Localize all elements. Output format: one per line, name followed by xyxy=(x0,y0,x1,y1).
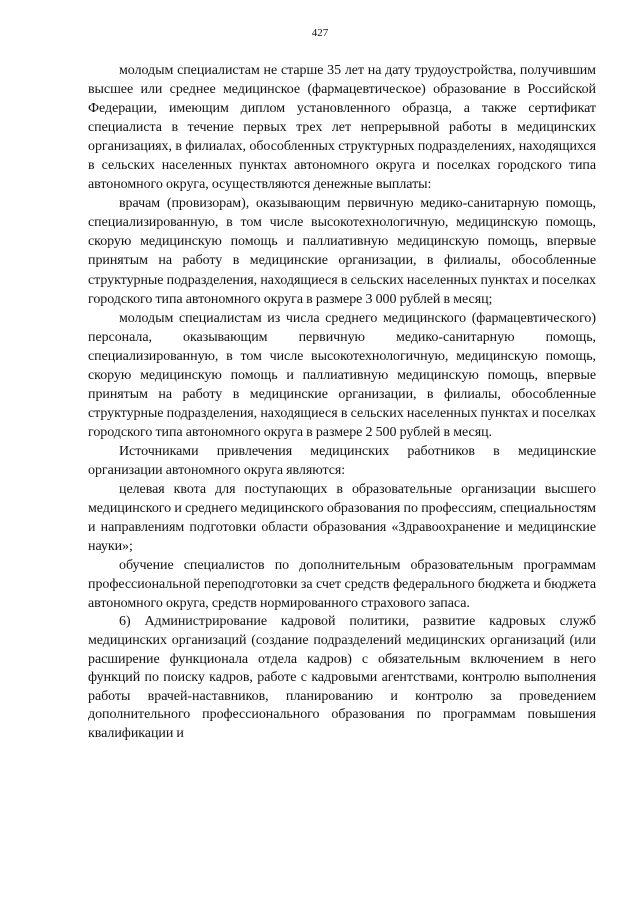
paragraph-sources-intro: Источниками привлечения медицинских работников в медицинские организации автономного округа являются: xyxy=(88,443,596,478)
paragraph-hr-administration: 6) Администрирование кадровой политики, развитие кадровых служб медицинских организаций (создание подразделений медицинских организаций (или расширение функционала отдела кадров) с обязательным включением в него функций по поиску кадров, работе с кадровыми агентствами, контролю выполнения работы врачей-наставников, планированию и контролю за проведением дополнительного профессионального образования по программам повышения квалификации и xyxy=(88,614,596,741)
paragraph-nurses-payment: молодым специалистам из числа среднего медицинского (фармацевтического) персонала, оказывающим первичную медико-санитарную помощь, специализированную, в том числе высокотехнологичную, медицинскую помощь, скорую медицинскую помощь и паллиативную медицинскую помощь, впервые принятым на работу в медицинские организации, в филиалы, обособленные структурные подразделения, находящиеся в сельских населенных пунктах и поселках городского типа автономного округа в размере 2 500 рублей в месяц. xyxy=(88,310,596,440)
paragraph-target-quota: целевая квота для поступающих в образовательные организации высшего медицинского и среднего медицинского образования по профессиям, специальностям и направлениям подготовки области образования «Здравоохранение и медицинские науки»; xyxy=(88,482,596,555)
paragraph-cash-payments-intro: молодым специалистам не старше 35 лет на дату трудоустройства, получившим высшее или среднее медицинское (фармацевтическое) образование в Российской Федерации, имеющим диплом установленного образца, а также сертификат специалиста в течение первых трех лет непрерывной работы в медицинских организациях, в филиалах, обособленных структурных подразделениях, находящихся в сельских населенных пунктах автономного округа и поселках городского типа автономного округа, осуществляются денежные выплаты: xyxy=(88,63,596,193)
document-body xyxy=(88,61,596,744)
paragraph-doctors-payment: врачам (провизорам), оказывающим первичную медико-санитарную помощь, специализированную, в том числе высокотехнологичную, медицинскую помощь, скорую медицинскую помощь и паллиативную медицинскую помощь, впервые принятым на работу в медицинские организации, в филиалы, обособленные структурные подразделения, находящиеся в сельских населенных пунктах и поселках городского типа автономного округа в размере 3 000 рублей в месяц; xyxy=(88,196,596,307)
page-number: 427 xyxy=(311,27,329,39)
paragraph-retraining: обучение специалистов по дополнительным образовательным программам профессиональной переподготовки за счет средств федерального бюджета и бюджета автономного округа, средств нормированного страхового запаса. xyxy=(88,558,596,612)
